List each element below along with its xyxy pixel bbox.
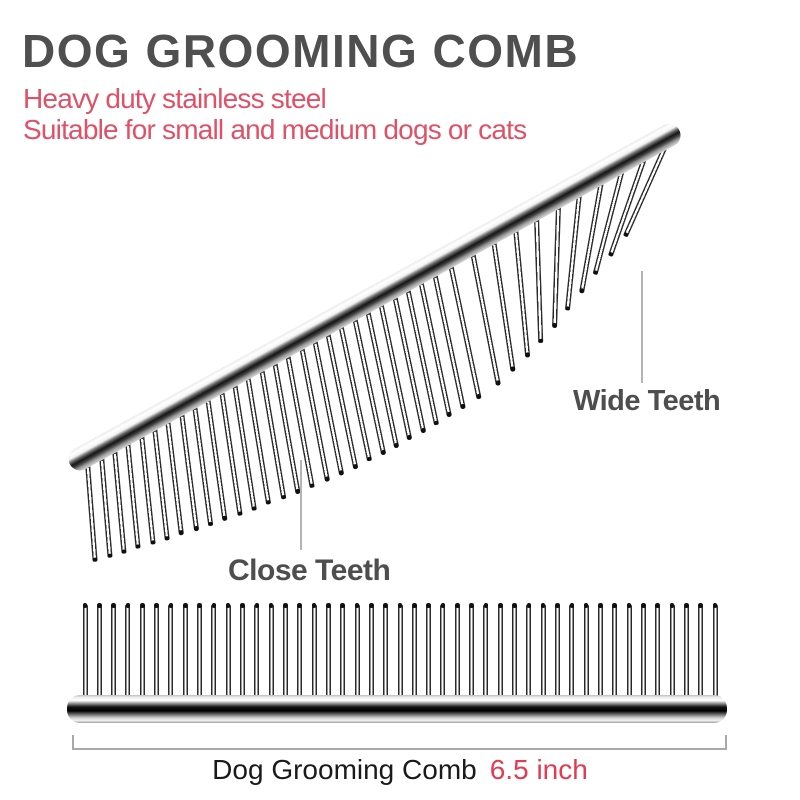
comb-tooth	[226, 604, 231, 700]
comb-tooth	[254, 604, 259, 700]
comb-tooth	[369, 604, 374, 700]
comb-tooth	[698, 604, 703, 700]
comb-tooth	[111, 604, 116, 700]
comb-tooth	[426, 604, 431, 700]
caption	[0, 756, 800, 784]
comb-tooth	[269, 604, 274, 700]
subtitle-line-2: Suitable for small and medium dogs or cats	[23, 114, 527, 145]
comb-tooth	[211, 604, 216, 700]
comb-tooth	[312, 604, 317, 700]
comb-tooth	[97, 604, 102, 700]
comb-tooth	[283, 604, 288, 700]
comb-tooth	[555, 604, 560, 700]
page-title: DOG GROOMING COMB	[22, 25, 580, 77]
comb-tooth	[355, 604, 360, 700]
comb-tooth	[670, 604, 675, 700]
comb-tooth	[655, 604, 660, 700]
size-bracket	[72, 735, 727, 750]
comb-tooth	[326, 604, 331, 700]
comb-tooth	[469, 604, 474, 700]
comb-tooth	[183, 604, 188, 700]
comb-tooth	[455, 604, 460, 700]
comb-tooth	[612, 604, 617, 700]
comb-tooth	[340, 604, 345, 700]
comb-tooth	[498, 604, 503, 700]
comb-tooth	[383, 604, 388, 700]
comb-tooth	[168, 604, 173, 700]
comb-tooth	[140, 604, 145, 700]
comb-tooth	[512, 604, 517, 700]
comb-tooth	[641, 604, 646, 700]
comb-tooth	[412, 604, 417, 700]
comb-tooth	[398, 604, 403, 700]
wide-teeth-label: Wide Teeth	[573, 385, 721, 417]
comb-spine-bar	[67, 695, 727, 723]
comb-tooth	[526, 604, 531, 700]
subtitle-line-1: Heavy duty stainless steel	[23, 83, 326, 114]
comb-tooth	[569, 604, 574, 700]
comb-tooth	[83, 604, 88, 700]
comb-tooth	[240, 604, 245, 700]
comb-tooth	[713, 604, 718, 700]
comb-tooth	[197, 604, 202, 700]
comb-tooth	[584, 604, 589, 700]
comb-tooth	[684, 604, 689, 700]
comb-tooth	[154, 604, 159, 700]
comb-tooth	[483, 604, 488, 700]
close-teeth-label: Close Teeth	[228, 554, 391, 587]
comb-tooth	[440, 604, 445, 700]
comb-tooth	[541, 604, 546, 700]
caption-product-name: Dog Grooming Comb	[212, 754, 477, 785]
comb-tooth	[297, 604, 302, 700]
comb-tooth	[598, 604, 603, 700]
comb-tooth	[125, 604, 130, 700]
comb-tooth	[627, 604, 632, 700]
caption-size: 6.5 inch	[489, 754, 588, 785]
